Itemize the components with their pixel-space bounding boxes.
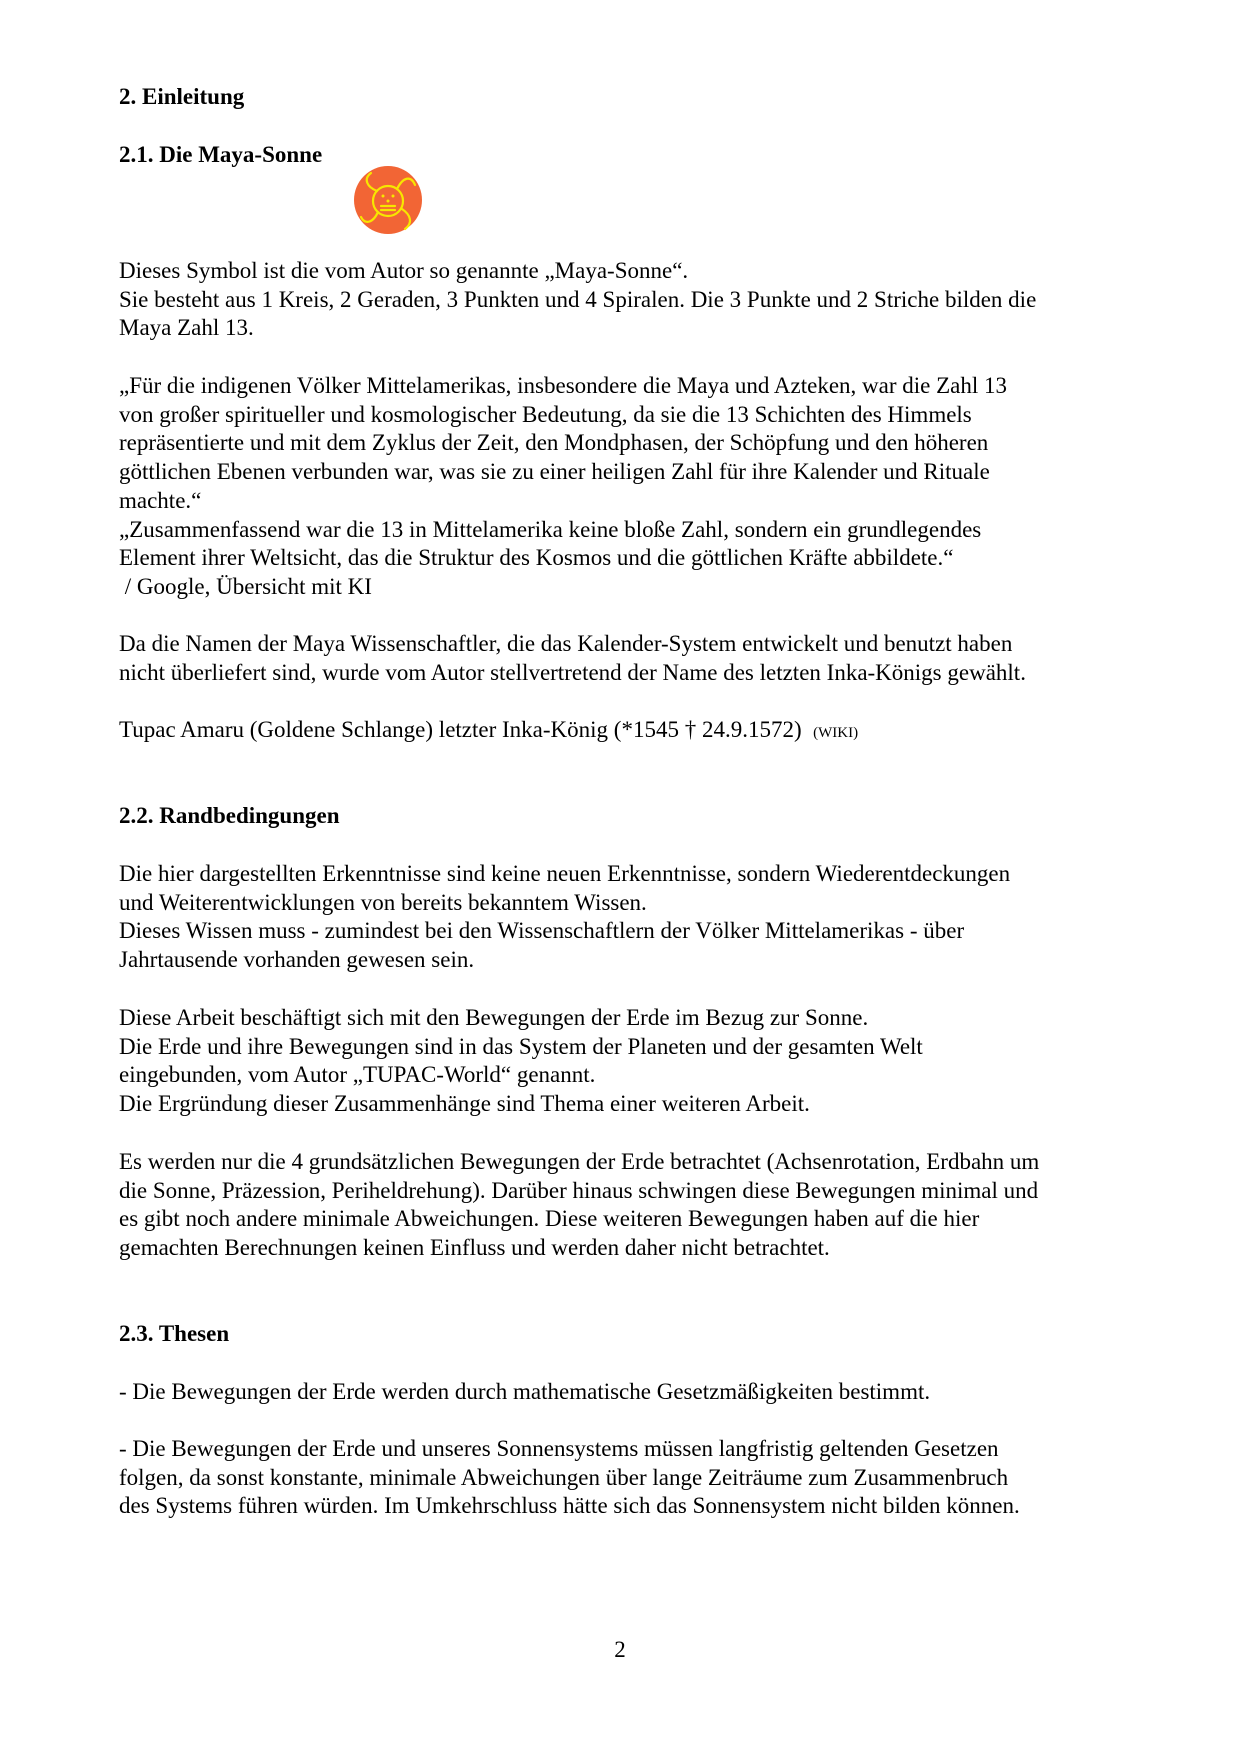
heading-randbedingungen: 2.2. Randbedingungen [119,803,340,828]
text-line: eingebunden, vom Autor „TUPAC-World“ genannt. [119,1062,596,1088]
thesis-2 [119,1435,1129,1521]
text-line: Dieses Symbol ist die vom Autor so genannte „Maya-Sonne“. [119,258,689,283]
quote-paragraph-1 [119,372,1129,602]
heading-thesen: 2.3. Thesen [119,1321,230,1346]
text-line: - Die Bewegungen der Erde werden durch mathematische Gesetzmäßigkeiten bestimmt. [119,1379,931,1404]
text-line: Jahrtausende vorhanden gewesen sein. [119,947,475,973]
text-line: und Weiterentwicklungen von bereits bekanntem Wissen. [119,889,647,915]
page-number: 2 [614,1637,626,1662]
text-line: machte.“ [119,487,202,513]
randbedingungen-paragraph-1 [119,860,1129,975]
text-line: Die hier dargestellten Erkenntnisse sind keine neuen Erkenntnisse, sondern Wiederentdeckungen [119,861,1011,886]
maya-sonne-intro-paragraph [119,257,1129,343]
thesis-1 [119,1378,1129,1407]
text-line: des Systems führen würden. Im Umkehrschluss hätte sich das Sonnensystem nicht bilden können. [119,1493,1020,1519]
randbedingungen-paragraph-2 [119,1004,1129,1119]
heading-einleitung: 2. Einleitung [119,84,245,109]
text-line: Die Erde und ihre Bewegungen sind in das System der Planeten und der gesamten Welt [119,1033,923,1059]
maya-dot [382,195,385,198]
randbedingungen-paragraph-3 [119,1148,1129,1263]
text-line: Maya Zahl 13. [119,315,254,341]
heading-maya-sonne: 2.1. Die Maya-Sonne [119,142,323,167]
wiki-reference: (WIKI) [813,725,859,741]
text-line: repräsentierte und mit dem Zyklus der Zeit, den Mondphasen, der Schöpfung und den höheren [119,430,989,456]
text-line: Die Ergründung dieser Zusammenhänge sind Thema einer weiteren Arbeit. [119,1091,810,1117]
text-line: Diese Arbeit beschäftigt sich mit den Bewegungen der Erde im Bezug zur Sonne. [119,1005,869,1030]
text-line: Sie besteht aus 1 Kreis, 2 Geraden, 3 Punkten und 4 Spiralen. Die 3 Punkte und 2 Striche bilden die [119,286,1037,312]
maya-names-paragraph [119,630,1129,687]
text-line: Es werden nur die 4 grundsätzlichen Bewegungen der Erde betrachtet (Achsenrotation, Erdbahn um [119,1149,1040,1174]
text-line: Dieses Wissen muss - zumindest bei den Wissenschaftlern der Völker Mittelamerikas - über [119,918,965,944]
text-line: - Die Bewegungen der Erde und unseres Sonnensystems müssen langfristig geltenden Gesetzen [119,1436,999,1461]
text-line: es gibt noch andere minimale Abweichungen. Diese weiteren Bewegungen haben auf die hier [119,1206,980,1232]
text-line: gemachten Berechnungen keinen Einfluss und werden daher nicht betrachtet. [119,1235,830,1261]
text-line: folgen, da sonst konstante, minimale Abweichungen über lange Zeiträume zum Zusammenbruch [119,1464,1009,1490]
text-line: Da die Namen der Maya Wissenschaftler, die das Kalender-System entwickelt und benutzt haben [119,631,1013,656]
quote-source: / Google, Übersicht mit KI [119,573,372,599]
maya-dot [387,200,390,203]
text-line: „Zusammenfassend war die 13 in Mittelamerika keine bloße Zahl, sondern ein grundlegendes [119,516,982,542]
maya-dot [392,195,395,198]
text-line: die Sonne, Präzession, Periheldrehung). Darüber hinaus schwingen diese Bewegungen minimal und [119,1177,1039,1203]
text-line: Element ihrer Weltsicht, das die Struktur des Kosmos und die göttlichen Kräfte abbildete.“ [119,545,954,571]
text-line: göttlichen Ebenen verbunden war, was sie zu einer heiligen Zahl für ihre Kalender und Rituale [119,459,990,485]
text-line: von großer spiritueller und kosmologischer Bedeutung, da sie die 13 Schichten des Himmels [119,401,972,427]
maya-sun-icon [353,165,423,235]
tupac-amaru-line [119,716,1129,748]
text-line: „Für die indigenen Völker Mittelamerikas, insbesondere die Maya und Azteken, war die Zahl 13 [119,373,1008,398]
text-line: nicht überliefert sind, wurde vom Autor stellvertretend der Name des letzten Inka-Königs gewählt. [119,659,1026,685]
tupac-text: Tupac Amaru (Goldene Schlange) letzter Inka-König (*1545 † 24.9.1572) [119,717,802,742]
